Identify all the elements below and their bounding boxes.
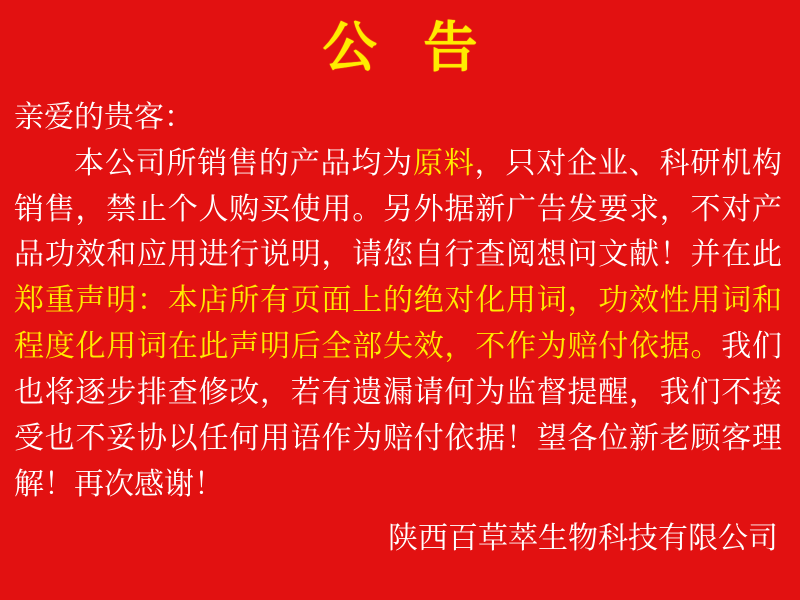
announcement-body xyxy=(0,81,800,508)
body-paragraph xyxy=(14,141,782,508)
body-segment-3: 我们也将逐步排查修改，若有遗漏请何为监督提醒，我们不接受也不妥协以任何用语作为赔付依据！望各位新老顾客理解！再次感谢！ xyxy=(14,329,782,502)
highlight-solemn-statement: 郑重声明：本店所有页面上的绝对化用词，功效性用词和程度化用词在此声明后全部失效，不作为赔付依据。 xyxy=(14,283,782,365)
body-segment-2: ，只对企业、科研机构销售，禁止个人购买使用。另外据新广告发要求，不对产品功效和应用进行说明，请您自行查阅想问文献！并在此 xyxy=(14,145,783,273)
company-signature: 陕西百草萃生物科技有限公司 xyxy=(388,520,778,556)
salutation-line: 亲爱的贵客： xyxy=(14,99,194,135)
body-segment-1: 本公司所销售的产品均为 xyxy=(74,145,413,181)
page-title: 公 告 xyxy=(322,16,492,79)
highlight-raw-material: 原料 xyxy=(413,145,475,181)
